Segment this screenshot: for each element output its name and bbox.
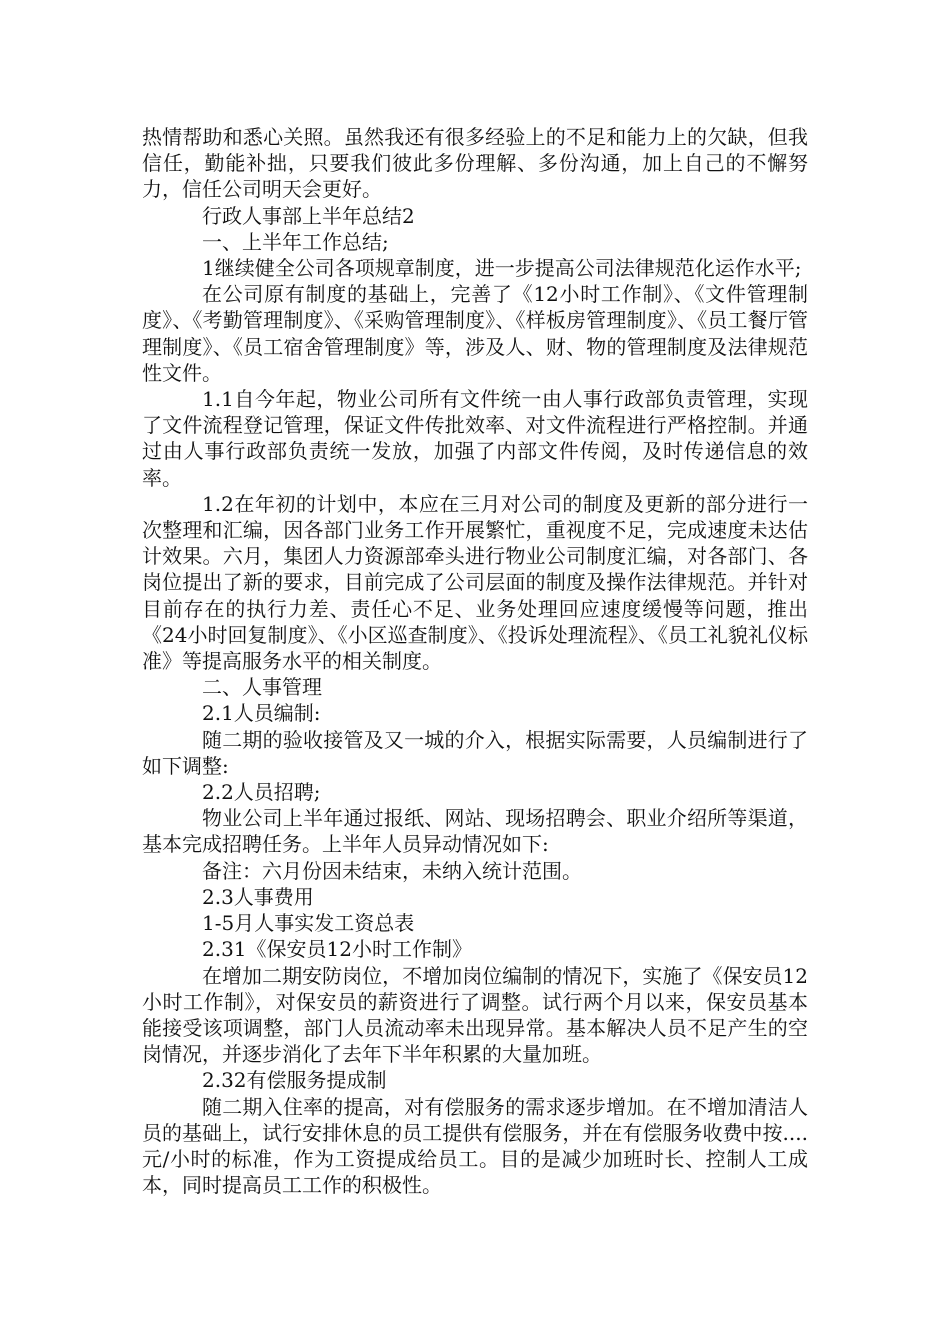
paragraph-paid-service: 随二期入住率的提高，对有偿服务的需求逐步增加。在不增加清洁人员的基础上，试行安排休息的员工提供有偿服务，并在有偿服务收费中按....元/小时的标准，作为工资提成给员工。目的是减少加班时长、控制人工成本，同时提高员工工作的积极性。 (142, 1094, 808, 1198)
note-june-excluded: 备注：六月份因未结束，未纳入统计范围。 (202, 858, 582, 883)
paragraph-staffing-adjustment: 随二期的验收接管及又一城的介入，根据实际需要，人员编制进行了如下调整: (142, 727, 808, 778)
paragraph-closing-remarks: 热情帮助和悉心关照。虽然我还有很多经验上的不足和能力上的欠缺，但我信任，勤能补拙，只要我们彼此多份理解、多份沟通，加上自己的不懈努力，信任公司明天会更好。 (142, 125, 808, 202)
heading-2-32-paid-service: 2.32有偿服务提成制 (202, 1068, 387, 1093)
paragraph-security-shift: 在增加二期安防岗位，不增加岗位编制的情况下，实施了《保安员12小时工作制》，对保安员的薪资进行了调整。试行两个月以来，保安员基本能接受该项调整，部门人员流动率未出现异常。基本解决人员不足产生的空岗情况，并逐步消化了去年下半年积累的大量加班。 (142, 963, 808, 1067)
heading-2-1-staffing: 2.1人员编制: (202, 701, 321, 726)
document-body (142, 124, 808, 1198)
heading-2-2-recruitment: 2.2人员招聘; (202, 780, 321, 805)
paragraph-rules-list: 在公司原有制度的基础上，完善了《12小时工作制》、《文件管理制度》、《考勤管理制度》、《采购管理制度》、《样板房管理制度》、《员工餐厅管理制度》、《员工宿舍管理制度》等，涉及人、财、物的管理制度及法律规范性文件。 (142, 282, 808, 385)
heading-work-summary: 一、上半年工作总结; (202, 229, 389, 254)
heading-personnel-management: 二、人事管理 (202, 675, 322, 700)
paragraph-recruitment: 物业公司上半年通过报纸、网站、现场招聘会、职业介绍所等渠道，基本完成招聘任务。上半年人员异动情况如下: (142, 806, 808, 857)
paragraph-1-2-rules-compilation: 1.2在年初的计划中，本应在三月对公司的制度及更新的部分进行一次整理和汇编，因各部门业务工作开展繁忙，重视度不足，完成速度未达估计效果。六月，集团人力资源部牵头进行物业公司制度汇编，对各部门、各岗位提出了新的要求，目前完成了公司层面的制度及操作法律规范。并针对目前存在的执行力差、责任心不足、业务处理回应速度缓慢等问题，推出《24小时回复制度》、《小区巡查制度》、《投诉处理流程》、《员工礼貌礼仪标准》等提高服务水平的相关制度。 (142, 491, 808, 674)
heading-rules-improvement: 1继续健全公司各项规章制度，进一步提高公司法律规范化运作水平; (202, 256, 802, 281)
heading-2-3-personnel-costs: 2.3人事费用 (202, 884, 314, 909)
paragraph-1-1-document-management: 1.1自今年起，物业公司所有文件统一由人事行政部负责管理，实现了文件流程登记管理，保证文件传批效率、对文件流程进行严格控制。并通过由人事行政部负责统一发放，加强了内部文件传阅，及时传递信息的效率。 (142, 387, 808, 490)
section-title-summary-2: 行政人事部上半年总结2 (202, 203, 415, 228)
caption-salary-table: 1-5月人事实发工资总表 (202, 911, 415, 936)
heading-2-31-security-shift: 2.31《保安员12小时工作制》 (202, 937, 472, 962)
